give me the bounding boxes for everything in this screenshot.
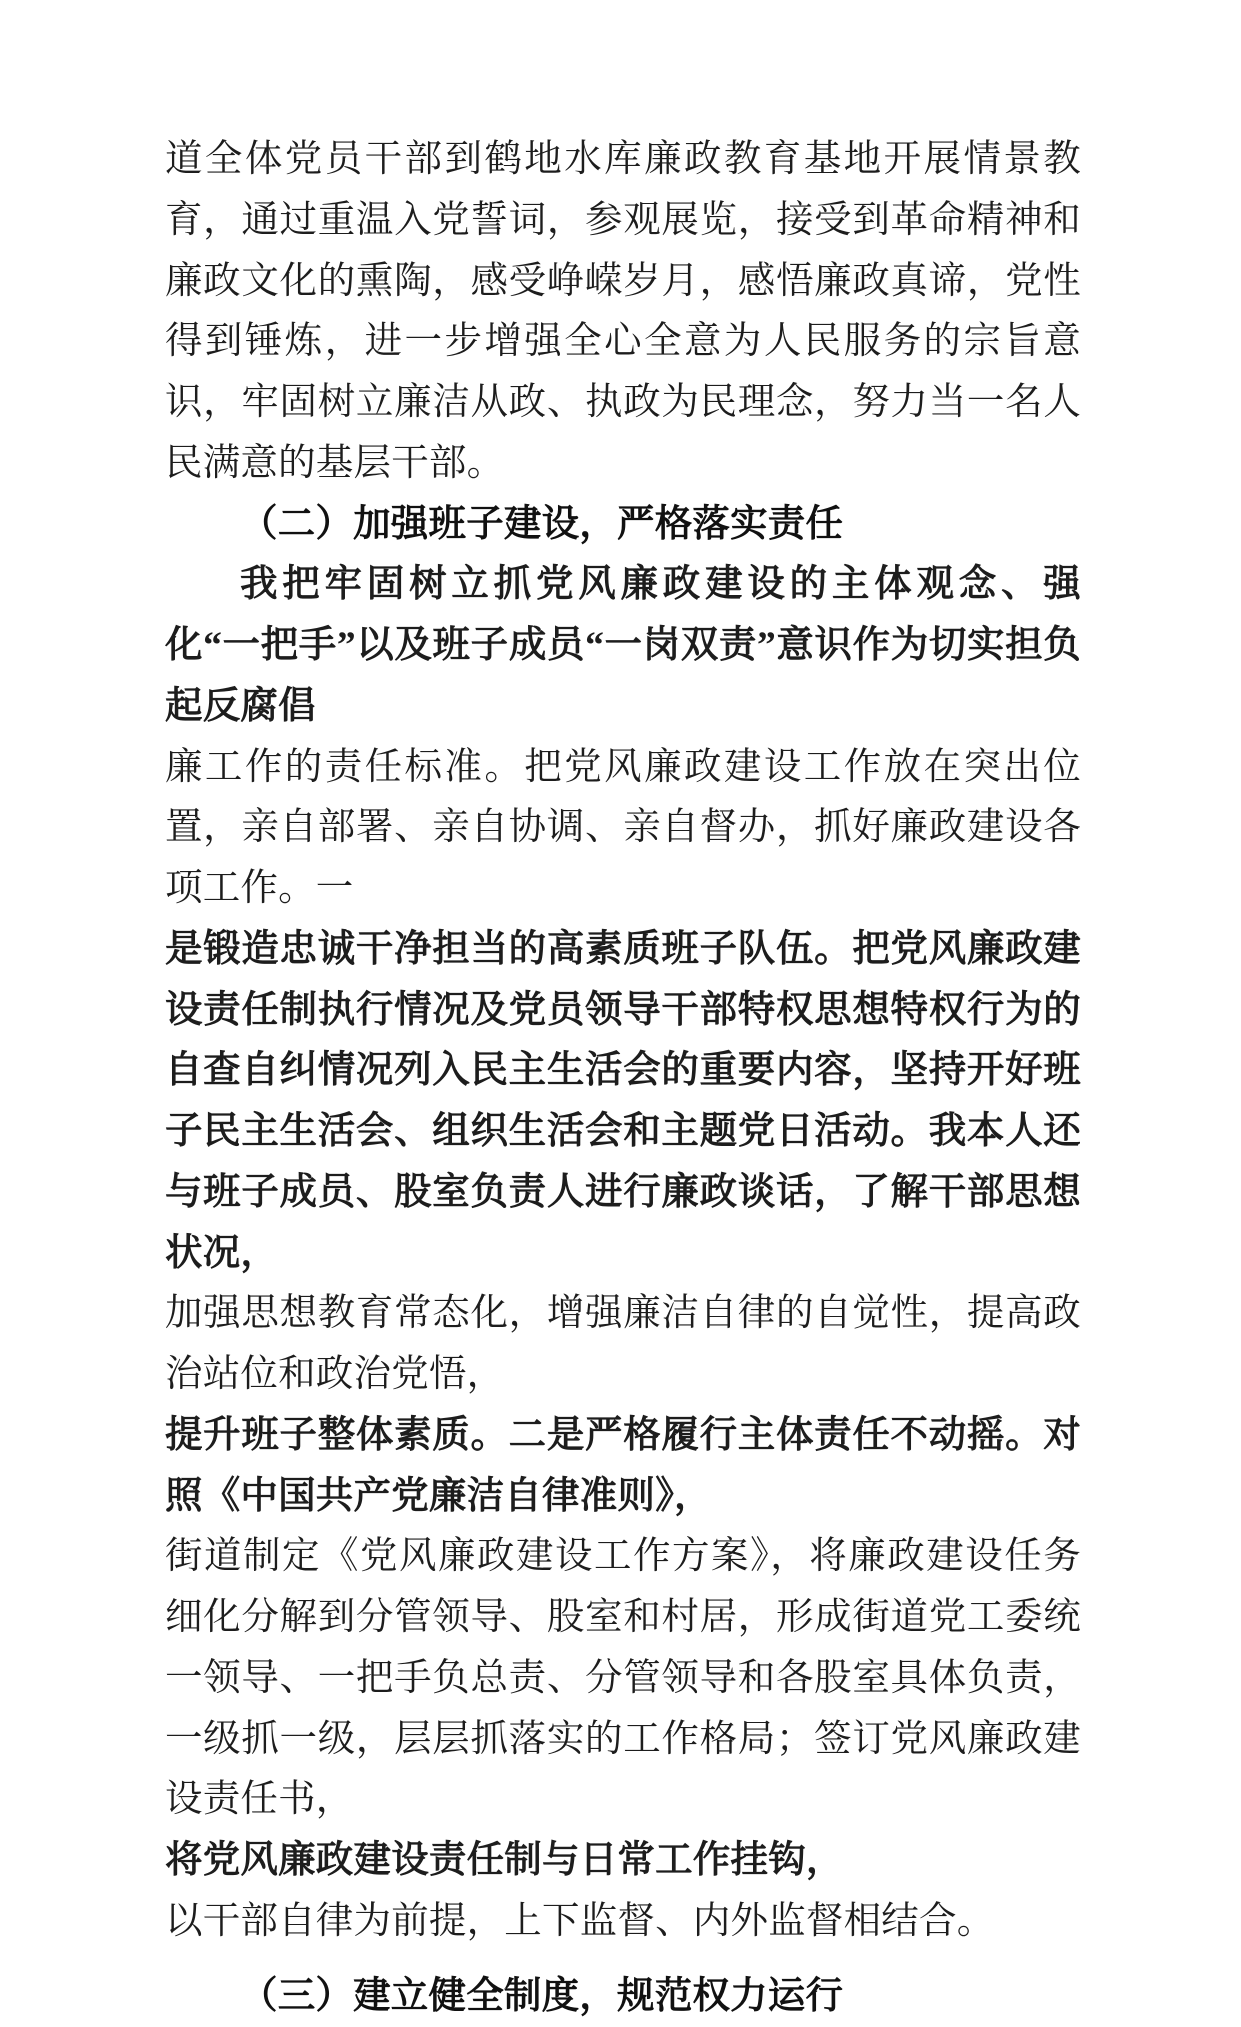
heading-spacer bbox=[165, 1953, 1081, 1967]
paragraph-responsibility-intro: 我把牢固树立抓党风廉政建设的主体观念、强化“一把手”以及班子成员“一岗双责”意识作为切实担负起反腐倡 bbox=[165, 555, 1081, 737]
paragraph-supervision: 以干部自律为前提，上下监督、内外监督相结合。 bbox=[165, 1892, 1081, 1953]
paragraph-responsibility-link: 将党风廉政建设责任制与日常工作挂钩， bbox=[165, 1831, 1081, 1892]
document-body bbox=[165, 130, 1081, 2027]
section-heading-three: （三）建立健全制度，规范权力运行 bbox=[165, 1967, 1081, 2027]
section-heading-two: （二）加强班子建设，严格落实责任 bbox=[165, 495, 1081, 556]
paragraph-ideological-education: 加强思想教育常态化，增强廉洁自律的自觉性，提高政治站位和政治党悟， bbox=[165, 1284, 1081, 1406]
paragraph-responsibility-standard: 廉工作的责任标准。把党风廉政建设工作放在突出位置，亲自部署、亲自协调、亲自督办，抓好廉政建设各项工作。一 bbox=[165, 738, 1081, 920]
paragraph-team-building: 是锻造忠诚干净担当的高素质班子队伍。把党风廉政建设责任制执行情况及党员领导干部特权思想特权行为的自查自纠情况列入民主生活会的重要内容，坚持开好班子民主生活会、组织生活会和主题党日活动。我本人还与班子成员、股室负责人进行廉政谈话，了解干部思想状况， bbox=[165, 920, 1081, 1285]
paragraph-work-plan: 街道制定《党风廉政建设工作方案》，将廉政建设任务细化分解到分管领导、股室和村居，形成街道党工委统一领导、一把手负总责、分管领导和各股室具体负责，一级抓一级，层层抓落实的工作格局；签订党风廉政建设责任书， bbox=[165, 1527, 1081, 1831]
paragraph-main-responsibility: 提升班子整体素质。二是严格履行主体责任不动摇。对照《中国共产党廉洁自律准则》， bbox=[165, 1406, 1081, 1528]
paragraph-continuation: 道全体党员干部到鹤地水库廉政教育基地开展情景教育，通过重温入党誓词，参观展览，接受到革命精神和廉政文化的熏陶，感受峥嵘岁月，感悟廉政真谛，党性得到锤炼，进一步增强全心全意为人民服务的宗旨意识，牢固树立廉洁从政、执政为民理念，努力当一名人民满意的基层干部。 bbox=[165, 130, 1081, 495]
